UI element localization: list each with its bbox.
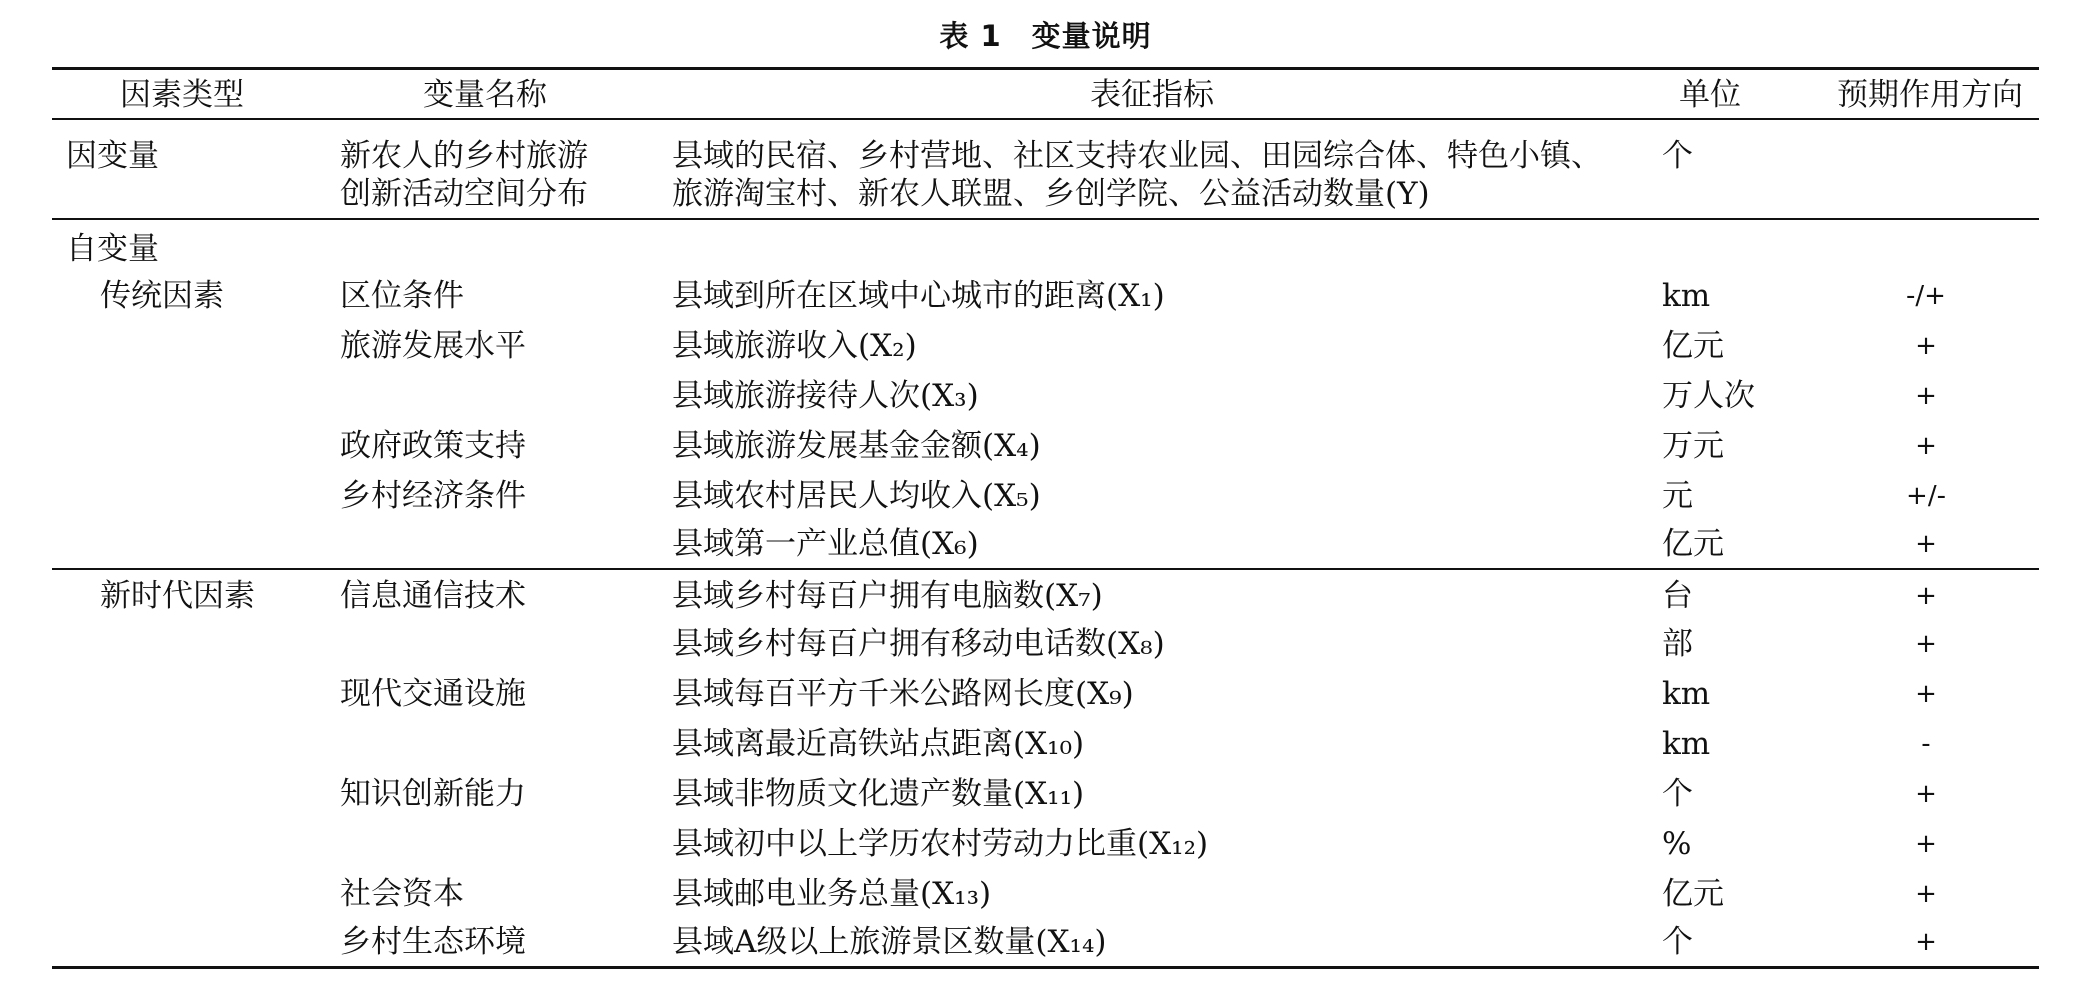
unit: km (1662, 726, 1711, 762)
unit: 亿元 (1662, 876, 1724, 912)
indicator: 县域旅游发展基金金额(X₄) (672, 428, 1041, 464)
indicator: 县域乡村每百户拥有电脑数(X₇) (672, 578, 1103, 614)
direction: + (1915, 679, 1937, 709)
indicator: 县域乡村每百户拥有移动电话数(X₈) (672, 626, 1165, 662)
indicator: 县域第一产业总值(X₆) (672, 526, 979, 562)
header-var-name: 变量名称 (423, 77, 547, 113)
direction: + (1915, 829, 1937, 859)
top-rule (52, 67, 2039, 70)
new-era-label: 新时代因素 (100, 578, 255, 614)
dependent-unit: 个 (1662, 138, 1693, 174)
bottom-rule (52, 966, 2039, 969)
indicator: 县域初中以上学历农村劳动力比重(X₁₂) (672, 826, 1209, 862)
indicator: 县域每百平方千米公路网长度(X₉) (672, 676, 1134, 712)
direction: + (1915, 431, 1937, 461)
direction: + (1915, 381, 1937, 411)
direction: + (1915, 927, 1937, 957)
unit: 元 (1662, 478, 1693, 514)
independent-label: 自变量 (66, 231, 159, 267)
unit: 亿元 (1662, 328, 1724, 364)
header-direction: 预期作用方向 (1837, 77, 2023, 113)
var-name: 政府政策支持 (340, 428, 526, 464)
unit: 台 (1662, 578, 1693, 614)
unit: 亿元 (1662, 526, 1724, 562)
indicator: 县域旅游接待人次(X₃) (672, 378, 979, 414)
direction: + (1915, 581, 1937, 611)
dependent-indicator-line1: 县域的民宿、乡村营地、社区支持农业园、田园综合体、特色小镇、 (672, 138, 1602, 174)
unit: 部 (1662, 626, 1693, 662)
var-name: 信息通信技术 (340, 578, 526, 614)
table-caption: 变量说明 (1031, 19, 1152, 53)
var-name: 乡村经济条件 (340, 478, 526, 514)
var-name: 乡村生态环境 (340, 924, 526, 960)
unit: 万人次 (1662, 378, 1755, 414)
direction: + (1915, 529, 1937, 559)
indicator: 县域旅游收入(X₂) (672, 328, 917, 364)
var-name: 现代交通设施 (340, 676, 526, 712)
direction: + (1915, 779, 1937, 809)
header-indicator: 表征指标 (1090, 77, 1214, 113)
header-factor-type: 因素类型 (120, 77, 244, 113)
indicator: 县域邮电业务总量(X₁₃) (672, 876, 992, 912)
unit: 万元 (1662, 428, 1724, 464)
header-unit: 单位 (1679, 77, 1741, 113)
var-name: 知识创新能力 (340, 776, 526, 812)
unit: 个 (1662, 776, 1693, 812)
dependent-name-line2: 创新活动空间分布 (340, 176, 588, 212)
unit: km (1662, 278, 1711, 314)
direction: + (1915, 331, 1937, 361)
indicator: 县域A级以上旅游景区数量(X₁₄) (672, 924, 1107, 960)
direction: +/- (1906, 481, 1946, 511)
indicator: 县域离最近高铁站点距离(X₁₀) (672, 726, 1085, 762)
table-title (0, 10, 2091, 62)
unit: 个 (1662, 924, 1693, 960)
indicator: 县域农村居民人均收入(X₅) (672, 478, 1041, 514)
table-number: 表 1 (939, 19, 1002, 53)
direction: + (1915, 879, 1937, 909)
direction: - (1921, 729, 1931, 759)
direction: -/+ (1906, 281, 1946, 311)
unit: km (1662, 676, 1711, 712)
traditional-label: 传统因素 (100, 278, 224, 314)
var-name: 区位条件 (340, 278, 464, 314)
var-name: 社会资本 (340, 876, 464, 912)
dependent-name-line1: 新农人的乡村旅游 (340, 138, 588, 174)
dependent-rule (52, 218, 2039, 220)
unit: % (1662, 826, 1692, 862)
header-rule (52, 118, 2039, 120)
indicator: 县域非物质文化遗产数量(X₁₁) (672, 776, 1085, 812)
dependent-indicator-line2: 旅游淘宝村、新农人联盟、乡创学院、公益活动数量(Y) (672, 176, 1430, 212)
var-name: 旅游发展水平 (340, 328, 526, 364)
indicator: 县域到所在区域中心城市的距离(X₁) (672, 278, 1165, 314)
section-rule (52, 568, 2039, 570)
dependent-type: 因变量 (66, 138, 159, 174)
direction: + (1915, 629, 1937, 659)
